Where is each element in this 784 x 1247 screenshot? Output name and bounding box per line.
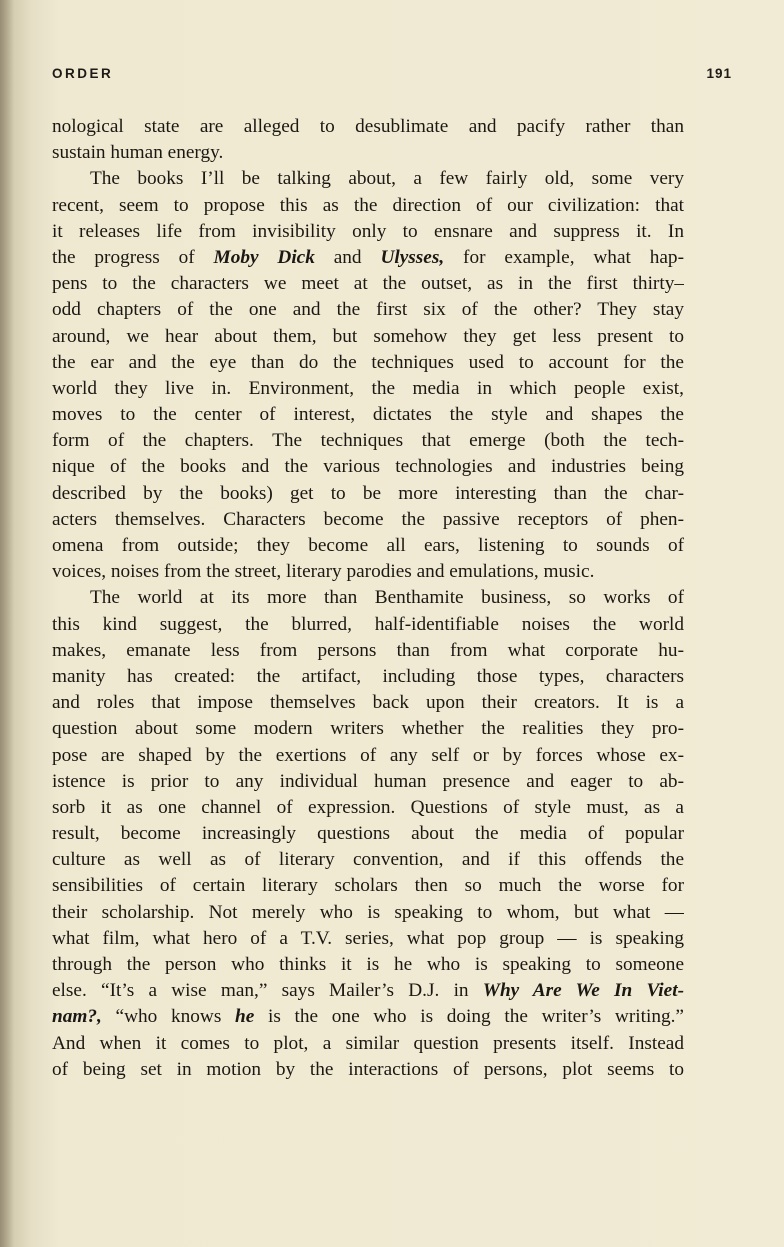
- title-moby-dick: Moby Dick: [213, 246, 315, 268]
- text-line: moves to the center of interest, dictates the style and shapes the: [52, 404, 684, 426]
- page-number: 191: [706, 66, 732, 81]
- text-line: odd chapters of the one and the first six of the other? They stay: [52, 299, 684, 321]
- title-ulysses: Ulysses,: [380, 246, 445, 268]
- text-line: it releases life from invisibility only to ensnare and suppress it. In: [52, 220, 684, 242]
- title-why-are-we-in-vietnam: Why Are We In Viet-: [482, 980, 684, 1002]
- text-line: sustain human energy.: [52, 142, 224, 164]
- title-why-are-we-in-vietnam-cont: nam?,: [52, 1006, 102, 1028]
- text-line: The world at its more than Benthamite business, so works of: [90, 587, 684, 609]
- text-line: the progress of Moby Dick and Ulysses, for example, what hap-: [52, 246, 684, 268]
- text-line: pens to the characters we meet at the outset, as in the first thirty–: [52, 273, 684, 295]
- text-line: culture as well as of literary convention, and if this offends the: [52, 849, 684, 871]
- text-line: nique of the books and the various technologies and industries being: [52, 456, 684, 478]
- body-text: [52, 114, 684, 1083]
- text-line: this kind suggest, the blurred, half-identifiable noises the world: [52, 613, 684, 635]
- text-line: what film, what hero of a T.V. series, what pop group — is speaking: [52, 927, 684, 949]
- text-line: omena from outside; they become all ears, listening to sounds of: [52, 535, 684, 556]
- text-line: through the person who thinks it is he who is speaking to someone: [52, 954, 684, 975]
- text-line: manity has created: the artifact, including those types, characters: [52, 665, 684, 687]
- text-line: The books I’ll be talking about, a few fairly old, some very: [90, 168, 684, 190]
- text-line: else. “It’s a wise man,” says Mailer’s D.J. in Why Are We In Viet-: [52, 980, 684, 1002]
- text-line: And when it comes to plot, a similar question presents itself. Instead: [52, 1032, 684, 1054]
- spine-shadow: [0, 0, 14, 1247]
- text-line: recent, seem to propose this as the direction of our civilization: that: [52, 194, 684, 216]
- text-line: around, we hear about them, but somehow they get less present to: [52, 325, 684, 347]
- text-line: world they live in. Environment, the media in which people exist,: [52, 377, 684, 399]
- running-head-title: ORDER: [52, 66, 114, 81]
- text-line: sensibilities of certain literary scholars then so much the worse for: [52, 875, 684, 897]
- text-line: the ear and the eye than do the techniques used to account for the: [52, 351, 684, 373]
- text-line: voices, noises from the street, literary parodies and emulations, music.: [52, 561, 595, 583]
- running-header: [52, 66, 732, 86]
- text-line: nam?, “who knows he is the one who is doing the writer’s writing.”: [52, 1006, 684, 1028]
- text-line: and roles that impose themselves back upon their creators. It is a: [52, 692, 684, 714]
- text-line: acters themselves. Characters become the passive receptors of phen-: [52, 508, 684, 530]
- text-line: their scholarship. Not merely who is speaking to whom, but what —: [52, 901, 684, 923]
- text-line: pose are shaped by the exertions of any self or by forces whose ex-: [52, 744, 684, 766]
- text-line: of being set in motion by the interactions of persons, plot seems to: [52, 1058, 684, 1080]
- text-line: istence is prior to any individual human presence and eager to ab-: [52, 770, 684, 792]
- text-line: question about some modern writers whether the realities they pro-: [52, 718, 684, 740]
- text-line: form of the chapters. The techniques that emerge (both the tech-: [52, 430, 684, 452]
- text-line: result, become increasingly questions about the media of popular: [52, 823, 684, 845]
- emphasis-he: he: [235, 1006, 255, 1028]
- text-line: makes, emanate less from persons than from what corporate hu-: [52, 639, 684, 661]
- text-line: described by the books) get to be more interesting than the char-: [52, 482, 684, 504]
- text-line: nological state are alleged to desublimate and pacify rather than: [52, 116, 684, 137]
- text-line: sorb it as one channel of expression. Questions of style must, as a: [52, 796, 684, 818]
